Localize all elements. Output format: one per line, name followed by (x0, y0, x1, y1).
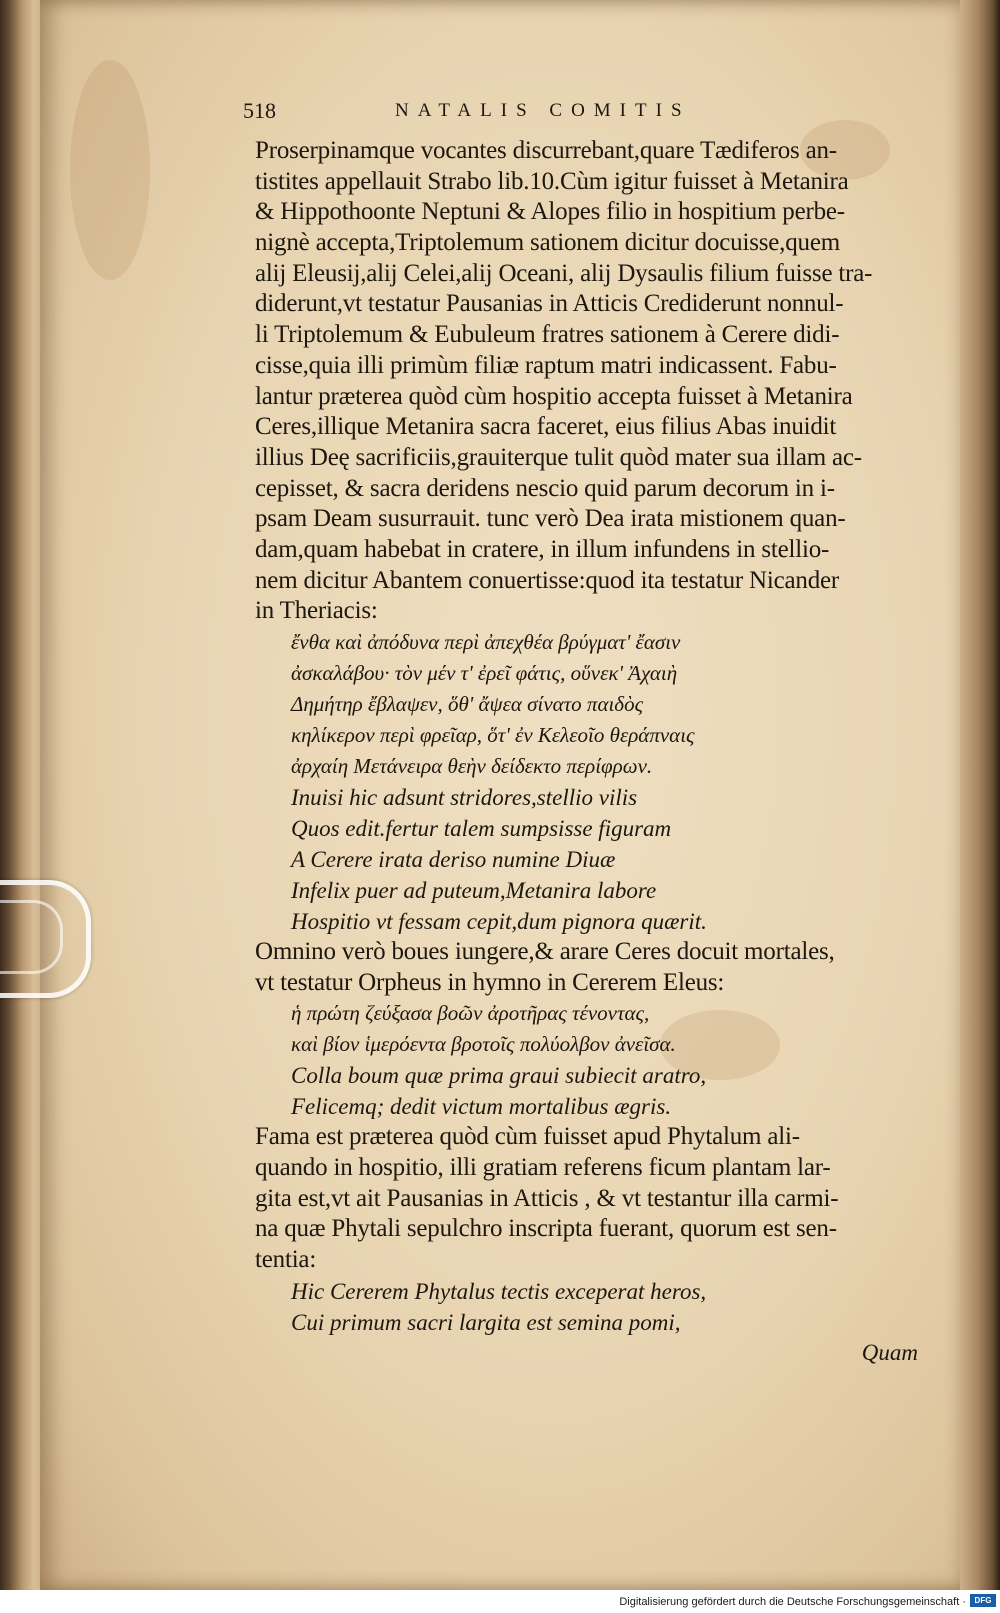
text-line: lantur præterea quòd cùm hospitio accepta fuisset à Metanira (255, 382, 853, 410)
text-line: cepisset, & sacra deridens nescio quid parum decorum in i- (255, 474, 835, 502)
text-line: psam Deam susurrauit. tunc verò Dea irata mistionem quan- (255, 505, 846, 533)
text-line: vt testatur Orpheus in hymno in Cererem Eleus: (255, 968, 725, 996)
verse-line: Felicemq; dedit victum mortalibus ægris. (291, 1094, 672, 1120)
greek-line: ἔνθα καὶ ἀπόδυνα περὶ ἀπεχθέα βρύγματ' ἔασιν (291, 630, 681, 654)
text-line: alij Eleusij,alij Celei,alij Oceani, alij Dysaulis filium fuisse tra- (255, 259, 873, 287)
prose-paragraph-3 (255, 1122, 925, 1275)
text-line: Ceres,illique Metanira sacra faceret, eius filius Abas inuidit (255, 413, 837, 441)
text-line: gita est,vt ait Pausanias in Atticis , & vt testantur illa carmi- (255, 1184, 839, 1212)
greek-line: ἀρχαίη Μετάνειρα θεὴν δείδεκτο περίφρων. (291, 754, 653, 778)
greek-line: Δημήτηρ ἔβλαψεν, ὅθ' ἄψεα σίνατο παιδὸς (291, 692, 644, 716)
text-line: quando in hospitio, illi gratiam referens ficum plantam lar- (255, 1154, 831, 1182)
text-line: in Theriacis: (255, 597, 378, 625)
verse-line: A Cerere irata deriso numine Diuæ (291, 847, 616, 872)
text-line: nem dicitur Abantem conuertisse:quod ita testatur Nicander (255, 566, 840, 594)
greek-line: ἀσκαλάβου· τὸν μέν τ' ἐρεῖ φάτις, οὕνεκ' Ἀχαιὴ (291, 661, 678, 685)
verse-line: Hic Cererem Phytalus tectis exceperat heros, (291, 1278, 707, 1304)
catchword: Quam (861, 1340, 918, 1365)
text-line: cisse,quia illi primùm filiæ raptum matri indicassent. Fabu- (255, 351, 837, 379)
text-line: Fama est præterea quòd cùm fuisset apud Phytalum ali- (255, 1123, 800, 1151)
prose-paragraph-2 (255, 937, 925, 998)
latin-verse-2 (255, 1060, 925, 1122)
text-line: & Hippothoonte Neptuni & Alopes filio in hospitium perbe- (255, 198, 845, 226)
verse-line: Hospitio vt fessam cepit,dum pignora quærit. (291, 909, 707, 934)
verse-line: Colla boum quæ prima graui subiecit aratro, (291, 1063, 707, 1089)
digitization-credit-bar (0, 1590, 1000, 1613)
credit-text: Digitalisierung gefördert durch die Deutsche Forschungsgemeinschaft · (619, 1596, 966, 1608)
latin-verse-3 (255, 1276, 925, 1338)
dfg-logo: DFG (970, 1594, 996, 1607)
page-number: 518 (243, 98, 276, 123)
greek-quotation-2 (255, 998, 925, 1060)
verse-line: Infelix puer ad puteum,Metanira labore (291, 878, 657, 903)
text-line: Proserpinamque vocantes discurrebant,quare Tædiferos an- (255, 137, 837, 164)
text-line: Omnino verò boues iungere,& arare Ceres docuit mortales, (255, 938, 835, 965)
paper-clip-inner (0, 900, 63, 974)
gutter-edge (960, 0, 1000, 1590)
text-line: illius Deę sacrificiis,grauiterque tulit quòd mater sua illam ac- (255, 443, 862, 471)
text-line: diderunt,vt testatur Pausanias in Atticis Crediderunt nonnul- (255, 290, 844, 318)
text-line: nignè accepta,Triptolemum sationem dicitur docuisse,quem (255, 229, 840, 257)
text-line: li Triptolemum & Eubuleum fratres sationem à Cerere didi- (255, 321, 840, 349)
greek-line: καὶ βίον ἱμερόεντα βροτοῖς πολύολβον ἀνεῖσα. (291, 1032, 676, 1057)
verse-line: Inuisi hic adsunt stridores,stellio vilis (291, 785, 638, 810)
text-line: na quæ Phytali sepulchro inscripta fuerant, quorum est sen- (255, 1215, 837, 1243)
text-line: tistites appellauit Strabo lib.10.Cùm igitur fuisset à Metanira (255, 167, 849, 195)
latin-verse-1 (255, 782, 925, 937)
prose-paragraph-1 (255, 136, 925, 627)
page-text-block (243, 92, 925, 1338)
text-line: dam,quam habebat in cratere, in illum infundens in stellio- (255, 535, 830, 563)
verse-line: Quos edit.fertur talem sumpsisse figuram (291, 816, 672, 841)
greek-quotation-1 (255, 627, 925, 782)
greek-line: ἡ πρώτη ζεύξασα βοῶν ἀροτῆρας τένοντας, (291, 1001, 650, 1026)
text-line: tentia: (255, 1246, 317, 1274)
verse-line: Cui primum sacri largita est semina pomi, (291, 1309, 681, 1335)
page-header (243, 92, 925, 136)
greek-line: κηλίκερον περὶ φρεῖαρ, ὅτ' ἐν Κελεοῖο θεράπναις (291, 723, 695, 747)
running-head: NATALIS COMITIS (395, 100, 691, 121)
